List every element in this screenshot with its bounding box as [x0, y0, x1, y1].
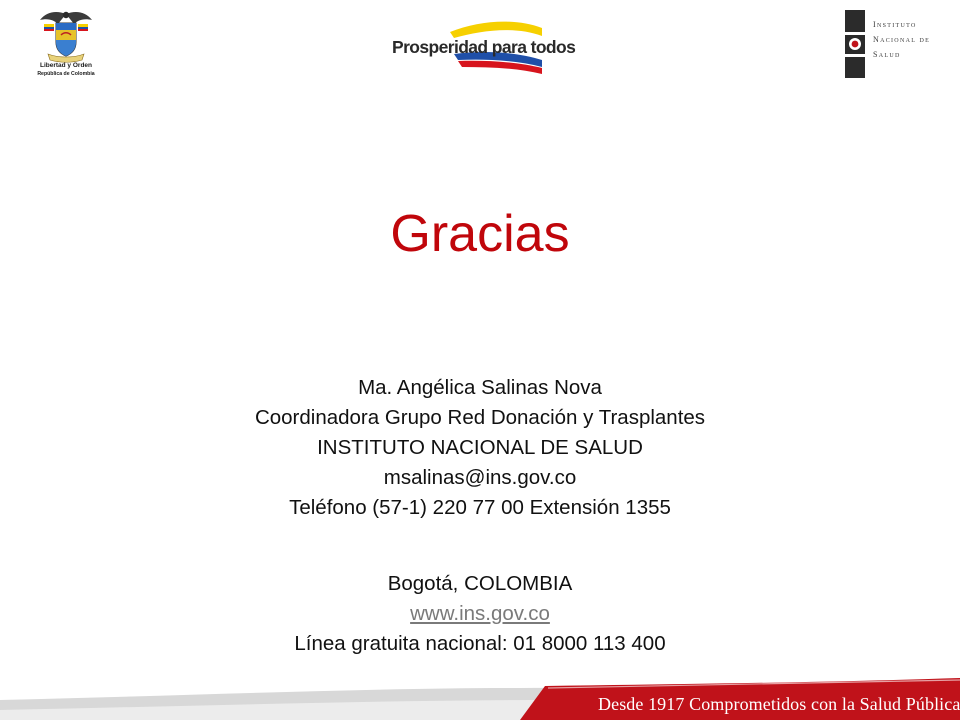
ins-logo-line-3: Salud — [873, 50, 901, 59]
contact-name: Ma. Angélica Salinas Nova — [358, 376, 602, 399]
slide-title: Gracias — [390, 205, 570, 263]
coat-caption-motto: Libertad y Orden — [39, 62, 92, 69]
ins-emblem-icon — [845, 10, 869, 78]
contact-organization: INSTITUTO NACIONAL DE SALUD — [317, 436, 643, 459]
prosperidad-logo-text: Prosperidad para todos — [392, 37, 576, 57]
coat-of-arms-icon — [34, 8, 98, 64]
contact-phone: Teléfono (57-1) 220 77 00 Extensión 1355 — [289, 496, 671, 519]
website-link[interactable]: www.ins.gov.co — [410, 602, 550, 625]
banner-slogan: Desde 1917 Comprometidos con la Salud Pública — [598, 694, 960, 714]
ins-logo-line-1: Instituto — [873, 20, 917, 29]
ins-logo — [843, 10, 943, 80]
city-text: Bogotá, COLOMBIA — [387, 572, 573, 595]
ins-logo-line-2: Nacional de — [873, 35, 931, 44]
colombia-coat-of-arms-logo — [34, 8, 98, 82]
coat-caption-country: República de Colombia — [37, 71, 95, 77]
hotline-text: Línea gratuita nacional: 01 8000 113 400 — [294, 632, 666, 655]
contact-block — [0, 373, 960, 523]
contact-email: msalinas@ins.gov.co — [383, 466, 577, 489]
prosperidad-para-todos-logo — [392, 18, 576, 78]
contact-role: Coordinadora Grupo Red Donación y Trasplantes — [254, 406, 706, 429]
